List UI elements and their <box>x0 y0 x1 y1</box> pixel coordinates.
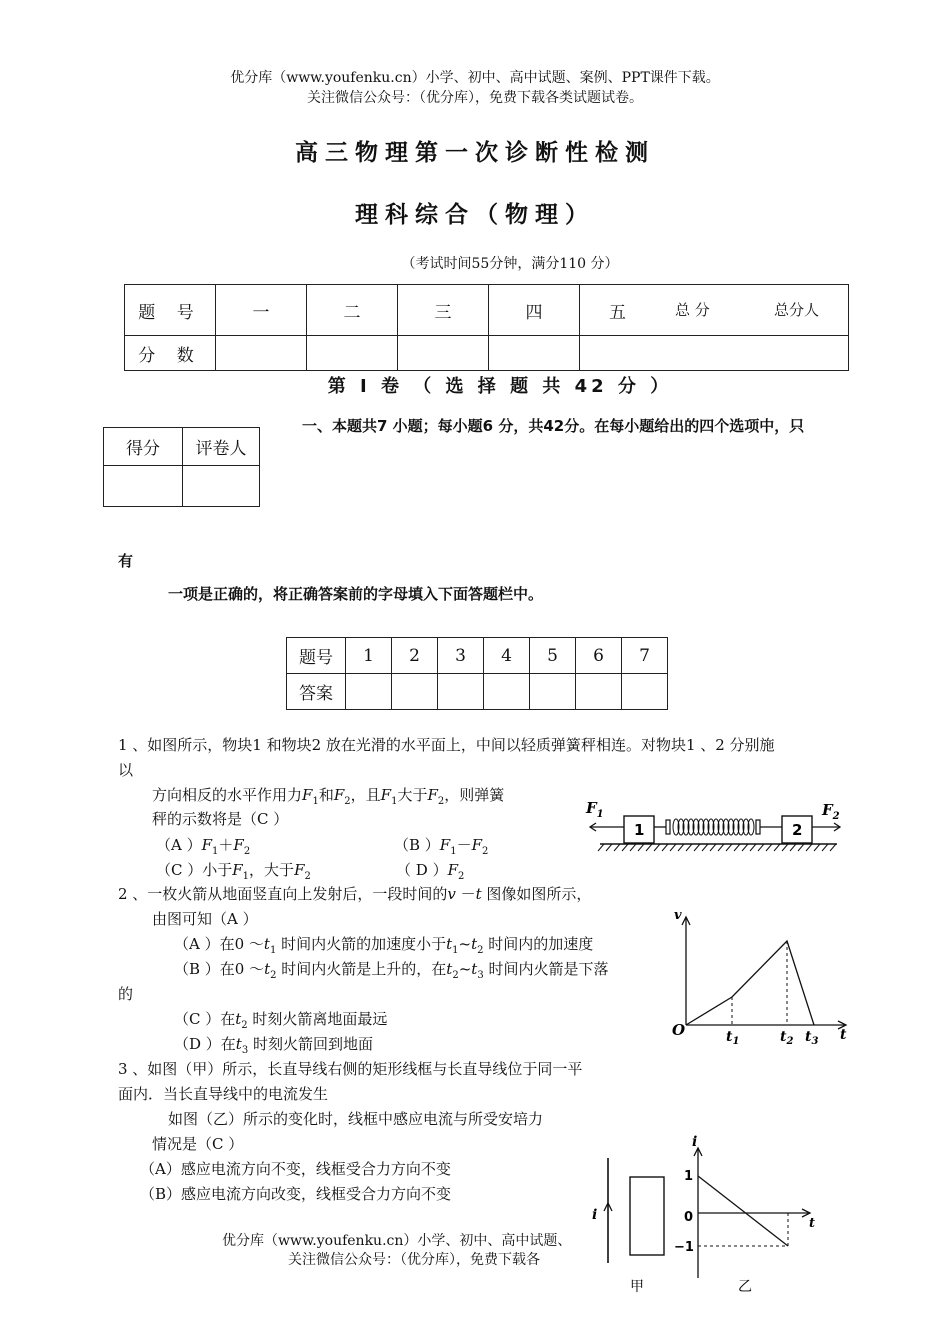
score-cell-2[interactable] <box>307 336 398 371</box>
vt-t1-label: $t_1$ <box>726 1029 740 1045</box>
answer-table <box>286 637 668 710</box>
q1-option-c: （C ）小于$F_1$，大于$F_2$ <box>156 861 311 882</box>
it-tick-0: 0 <box>684 1210 694 1225</box>
score-cell-1[interactable] <box>216 336 307 371</box>
q1-option-d: （ D ）$F_2$ <box>396 861 465 882</box>
section1-cont2: 一项是正确的，将正确答案前的字母填入下面答题栏中。 <box>168 585 544 603</box>
q1-option-a: （A ）$F_1+F_2$ <box>156 836 251 857</box>
q1-line3: 方向相反的水平作用力$F_1$和$F_2$，且$F_1$大于$F_2$，则弹簧 <box>152 786 505 807</box>
q3-line2: 面内．当长直导线中的电流发生 <box>118 1085 329 1103</box>
vt-t2-label: $t_2$ <box>780 1029 794 1045</box>
it-tick-neg1: −1 <box>674 1240 694 1255</box>
q3-line4: 情况是（C ） <box>152 1135 244 1153</box>
score-table-head-grader: 总分人 <box>745 285 849 336</box>
score-cell-4[interactable] <box>489 336 580 371</box>
score-table-head-total: 总 分 <box>655 285 745 336</box>
figure-yi-label: 乙 <box>738 1279 752 1295</box>
loop-frame <box>630 1177 664 1255</box>
answer-cell-2[interactable] <box>392 674 438 710</box>
part1-title: 第 Ⅰ 卷 （ 选 择 题 共 42 分 ） <box>327 376 673 397</box>
answer-num-7: 7 <box>622 638 668 674</box>
header-line-2: 关注微信公众号：（优分库），免费下载各类试题试卷。 <box>307 90 643 106</box>
score-table-head-5: 五 <box>580 285 656 336</box>
answer-cell-7[interactable] <box>622 674 668 710</box>
grader-score-label: 得分 <box>104 428 183 466</box>
vt-graph <box>668 903 858 1045</box>
grader-box <box>103 427 260 507</box>
q1-option-b: （B ）$F_1-F_2$ <box>394 836 489 857</box>
score-cell-3[interactable] <box>398 336 489 371</box>
answer-cell-5[interactable] <box>530 674 576 710</box>
q2-option-b-cont: 的 <box>118 985 134 1003</box>
q2-option-b: （B ）在0 $\sim t_2$ 时间内火箭是上升的，在$t_2\sim t_3$ 时间内火箭是下落 <box>174 960 609 981</box>
answer-num-3: 3 <box>438 638 484 674</box>
q3-option-a: （A）感应电流方向不变，线框受合力方向不变 <box>140 1160 451 1178</box>
it-i-label: i <box>692 1134 698 1150</box>
score-table-head-1: 一 <box>216 285 307 336</box>
score-cell-total[interactable] <box>580 336 849 371</box>
figure-jia-label: 甲 <box>630 1279 644 1295</box>
footer-line-1: 优分库（www.youfenku.cn）小学、初中、高中试题、 <box>222 1233 572 1249</box>
answer-cell-1[interactable] <box>346 674 392 710</box>
q2-line2: 由图可知（A ） <box>152 910 258 928</box>
score-table-row-label: 分 数 <box>125 336 216 371</box>
grader-score-cell[interactable] <box>104 466 183 507</box>
answer-num-6: 6 <box>576 638 622 674</box>
score-table <box>124 284 849 371</box>
q2-option-d: （D ）在$t_3$ 时刻火箭回到地面 <box>174 1035 373 1056</box>
spring-coil <box>673 819 754 835</box>
q2-line1: 2 、一枚火箭从地面竖直向上发射后，一段时间的v －t 图像如图所示， <box>118 885 592 903</box>
q3-option-b: （B）感应电流方向改变，线框受合力方向不变 <box>140 1185 452 1203</box>
answer-cell-3[interactable] <box>438 674 484 710</box>
q1-line4: 秤的示数将是（C ） <box>152 810 289 828</box>
section1-intro: 一、本题共7 小题；每小题6 分，共42分。在每小题给出的四个选项中，只 <box>302 417 805 435</box>
vt-v-label: v <box>674 908 682 923</box>
vt-curve <box>686 941 814 1025</box>
q3-line3: 如图（乙）所示的变化时，线框中感应电流与所受安培力 <box>168 1110 544 1128</box>
answer-num-5: 5 <box>530 638 576 674</box>
answer-table-head-label: 题号 <box>287 638 346 674</box>
it-curve <box>698 1176 788 1246</box>
header-line-1: 优分库（www.youfenku.cn）小学、初中、高中试题、案例、PPT课件下载。 <box>230 70 720 86</box>
score-table-head-2: 二 <box>307 285 398 336</box>
answer-cell-4[interactable] <box>484 674 530 710</box>
vt-t3-label: $t_3$ <box>805 1029 819 1045</box>
it-tick-1: 1 <box>684 1169 694 1184</box>
q1-line2: 以 <box>118 761 134 779</box>
it-t-label: t <box>809 1216 816 1231</box>
block-2-label: 2 <box>792 821 803 839</box>
q1-line1: 1 、如图所示，物块1 和物块2 放在光滑的水平面上，中间以轻质弹簧秤相连。对物块1 、2 分别施 <box>118 736 775 754</box>
section1-cont1: 有 <box>118 552 134 570</box>
grader-name-label: 评卷人 <box>183 428 260 466</box>
q3-line1: 3 、如图（甲）所示，长直导线右侧的矩形线框与长直导线位于同一平 <box>118 1060 583 1078</box>
ground-hatch <box>598 844 836 851</box>
grader-name-cell[interactable] <box>183 466 260 507</box>
diagram-f2-label: $F_2$ <box>822 801 840 822</box>
vt-origin-label: O <box>672 1021 686 1039</box>
page-title: 高三物理第一次诊断性检测 <box>295 140 655 166</box>
score-table-head-label: 题 号 <box>125 285 216 336</box>
block-1-label: 1 <box>634 821 645 839</box>
score-table-head-3: 三 <box>398 285 489 336</box>
answer-num-1: 1 <box>346 638 392 674</box>
answer-table-row-label: 答案 <box>287 674 346 710</box>
wire-current-label: i <box>592 1207 598 1223</box>
q2-option-c: （C ）在$t_2$ 时刻火箭离地面最远 <box>174 1010 388 1031</box>
vt-t-label: t <box>840 1027 847 1043</box>
score-table-head-4: 四 <box>489 285 580 336</box>
footer-line-2: 关注微信公众号：（优分库），免费下载各 <box>288 1252 540 1268</box>
answer-num-2: 2 <box>392 638 438 674</box>
answer-cell-6[interactable] <box>576 674 622 710</box>
diagram-f1-label: $F_1$ <box>586 799 604 820</box>
answer-num-4: 4 <box>484 638 530 674</box>
current-figures <box>588 1133 828 1301</box>
q2-option-a: （A ）在0 $\sim t_1$ 时间内火箭的加速度小于$t_1\sim t_2$ 时间内的加速度 <box>174 935 594 956</box>
spring-diagram <box>582 795 847 857</box>
page-subtitle: 理科综合（物理） <box>355 202 595 228</box>
exam-info: （考试时间55分钟，满分110 分） <box>401 256 619 272</box>
